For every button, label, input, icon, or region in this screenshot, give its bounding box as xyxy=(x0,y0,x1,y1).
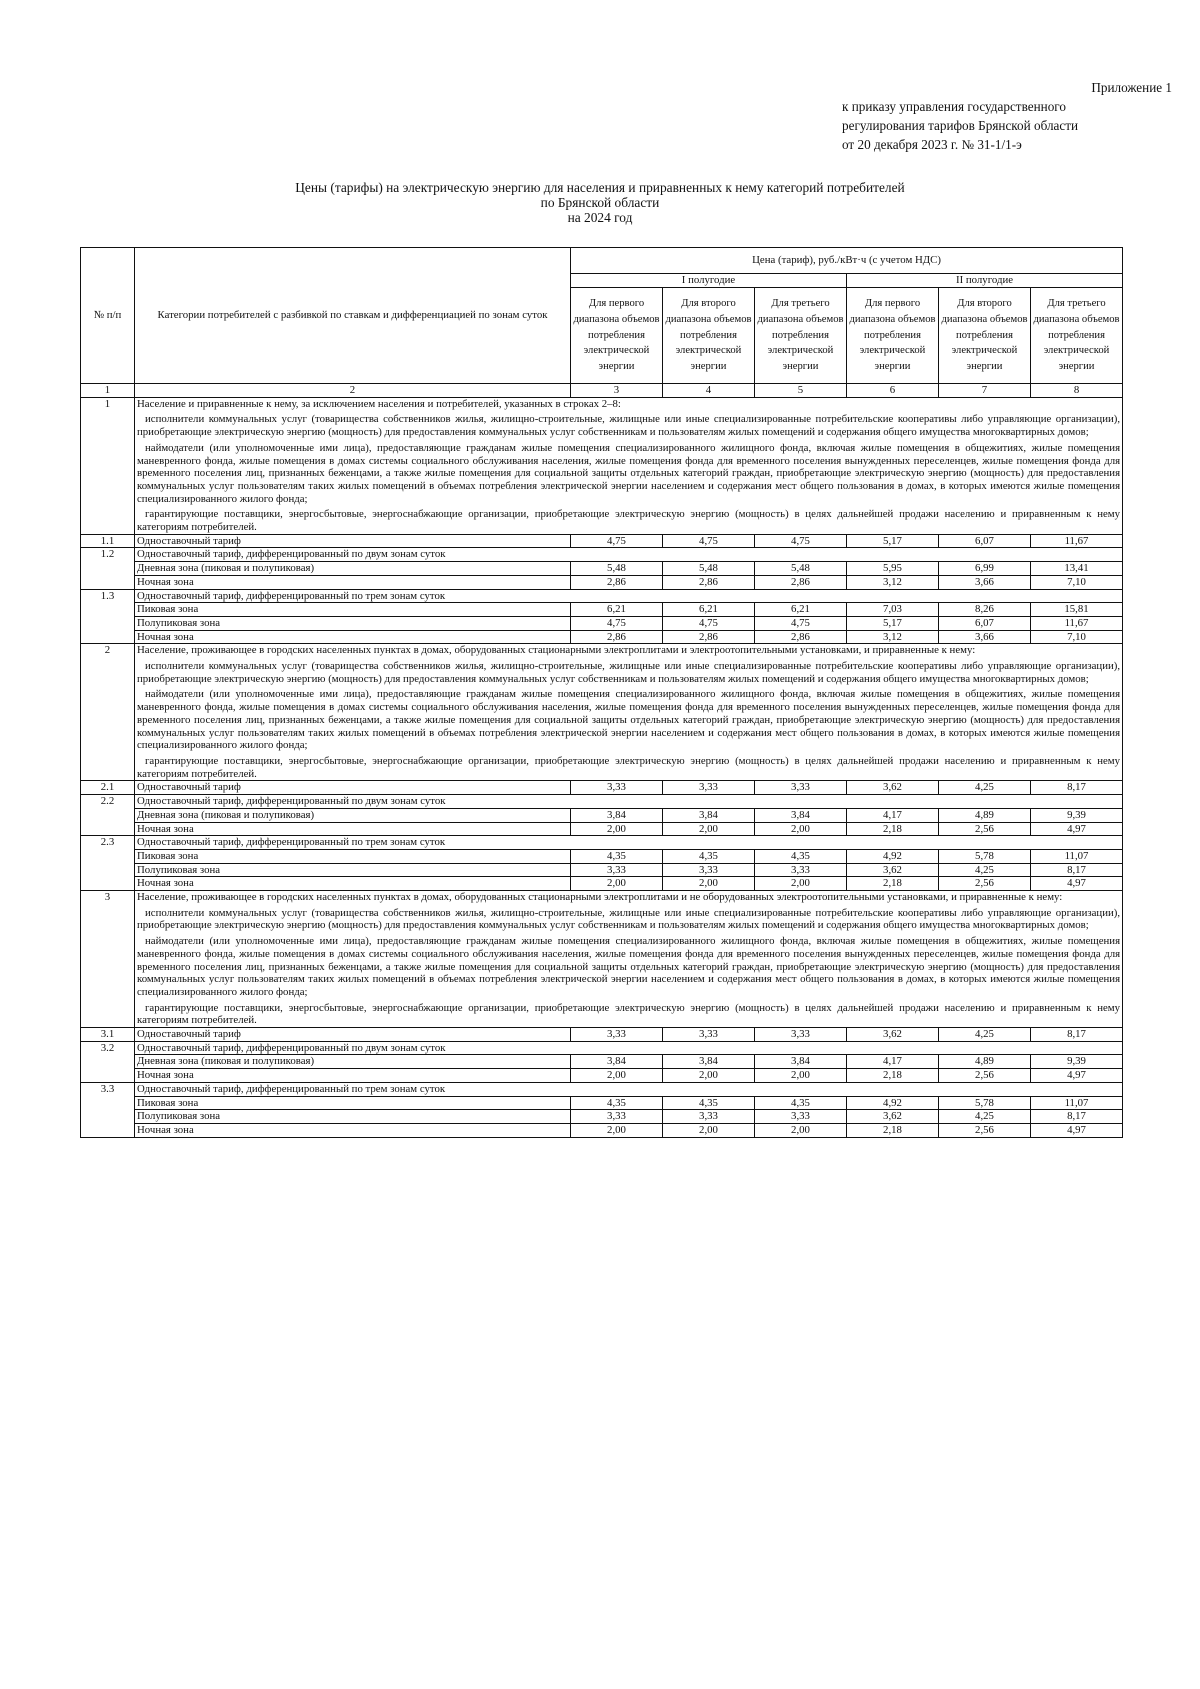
column-number: 4 xyxy=(663,384,755,398)
table-row xyxy=(81,562,1123,576)
item-label: Одноставочный тариф xyxy=(135,1028,571,1042)
tariff-value: 2,86 xyxy=(571,575,663,589)
section-number: 3 xyxy=(81,891,135,1028)
column-number: 7 xyxy=(939,384,1031,398)
tariff-value: 3,33 xyxy=(755,781,847,795)
table-row xyxy=(81,1096,1123,1110)
tariff-value: 4,92 xyxy=(847,849,939,863)
tariff-value: 2,00 xyxy=(755,877,847,891)
tariff-value: 2,00 xyxy=(755,822,847,836)
table-row xyxy=(81,548,1123,562)
tariff-value: 2,56 xyxy=(939,877,1031,891)
tariff-value: 4,35 xyxy=(663,849,755,863)
tariff-value: 7,03 xyxy=(847,603,939,617)
zone-label: Полупиковая зона xyxy=(135,863,571,877)
section-paragraph: Население и приравненные к нему, за исключением населения и потребителей, указанных в строках 2–8: xyxy=(137,397,621,410)
column-number: 3 xyxy=(571,384,663,398)
tariff-value: 2,00 xyxy=(663,822,755,836)
tariff-value: 2,00 xyxy=(571,822,663,836)
tariff-value: 2,86 xyxy=(755,630,847,644)
tariff-value: 3,66 xyxy=(939,575,1031,589)
tariff-value: 8,26 xyxy=(939,603,1031,617)
tariff-value: 5,78 xyxy=(939,1096,1031,1110)
tariff-value: 2,00 xyxy=(755,1123,847,1137)
column-number: 1 xyxy=(81,384,135,398)
tariff-value: 2,18 xyxy=(847,877,939,891)
tariff-value: 2,56 xyxy=(939,1123,1031,1137)
header-range: Для первого диапазона объемов потребления электрической энергии xyxy=(571,288,663,384)
tariff-value: 8,17 xyxy=(1031,863,1123,877)
tariff-value: 3,12 xyxy=(847,575,939,589)
tariff-value: 2,00 xyxy=(663,1123,755,1137)
tariff-value: 3,33 xyxy=(663,1110,755,1124)
table-row xyxy=(81,1041,1123,1055)
table-row xyxy=(81,575,1123,589)
table-row xyxy=(81,1110,1123,1124)
tariff-value: 2,00 xyxy=(571,1123,663,1137)
item-number: 3.2 xyxy=(81,1041,135,1082)
tariff-value: 2,86 xyxy=(755,575,847,589)
item-number: 3.3 xyxy=(81,1082,135,1137)
section-paragraph: исполнители коммунальных услуг (товарищества собственников жилья, жилищно-строительные, жилищные или иные специализированные потребительские кооперативы либо управляющие организации), приобретающие электрическую энергию (мощность) для предоставления коммунальных услуг собственникам и пользователям жилых помещений и содержания общего имущества многоквартирных домов; xyxy=(137,660,1121,685)
tariff-value: 15,81 xyxy=(1031,603,1123,617)
tariff-value: 3,84 xyxy=(571,808,663,822)
header-range: Для второго диапазона объемов потребления электрической энергии xyxy=(939,288,1031,384)
tariff-value: 11,07 xyxy=(1031,849,1123,863)
tariff-value: 3,12 xyxy=(847,630,939,644)
item-label: Одноставочный тариф xyxy=(135,781,571,795)
tariff-value: 4,89 xyxy=(939,808,1031,822)
header-range: Для третьего диапазона объемов потребления электрической энергии xyxy=(1031,288,1123,384)
tariff-value: 3,33 xyxy=(755,1110,847,1124)
tariff-value: 4,17 xyxy=(847,808,939,822)
title-line-3: на 2024 год xyxy=(567,210,633,225)
tariff-value: 3,84 xyxy=(663,808,755,822)
tariff-value: 4,75 xyxy=(755,616,847,630)
header-category: Категории потребителей с разбивкой по ставкам и дифференциацией по зонам суток xyxy=(135,248,571,384)
section-row xyxy=(81,397,1123,534)
item-label: Одноставочный тариф xyxy=(135,534,571,548)
tariff-value: 2,00 xyxy=(663,1069,755,1083)
tariff-value: 2,56 xyxy=(939,822,1031,836)
table-row xyxy=(81,1082,1123,1096)
tariff-value: 4,97 xyxy=(1031,822,1123,836)
item-number: 1.3 xyxy=(81,589,135,644)
item-number: 3.1 xyxy=(81,1028,135,1042)
title-line-1: Цены (тарифы) на электрическую энергию для населения и приравненных к нему категорий потребителей xyxy=(295,180,905,195)
table-row xyxy=(81,603,1123,617)
tariff-value: 5,17 xyxy=(847,616,939,630)
tariff-value: 2,18 xyxy=(847,1069,939,1083)
tariff-value: 9,39 xyxy=(1031,808,1123,822)
annex-date-line: от 20 декабря 2023 г. № 31-1/1-э xyxy=(842,137,1022,152)
table-row xyxy=(81,781,1123,795)
tariff-value: 4,89 xyxy=(939,1055,1031,1069)
zone-label: Дневная зона (пиковая и полупиковая) xyxy=(135,562,571,576)
tariff-value: 4,75 xyxy=(571,534,663,548)
section-paragraph: исполнители коммунальных услуг (товарищества собственников жилья, жилищно-строительные, жилищные или иные специализированные потребительские кооперативы либо управляющие организации), приобретающие электрическую энергию (мощность) для предоставления коммунальных услуг собственникам и пользователям жилых помещений и содержания общего имущества многоквартирных домов; xyxy=(137,906,1121,932)
tariff-value: 3,33 xyxy=(663,1028,755,1042)
tariff-value: 2,00 xyxy=(571,877,663,891)
tariff-value: 3,62 xyxy=(847,1110,939,1124)
zone-label: Пиковая зона xyxy=(135,1096,571,1110)
tariff-value: 2,00 xyxy=(663,877,755,891)
section-description xyxy=(135,397,1123,534)
table-row xyxy=(81,795,1123,809)
zone-label: Ночная зона xyxy=(135,630,571,644)
zone-label: Полупиковая зона xyxy=(135,1110,571,1124)
item-label: Одноставочный тариф, дифференцированный по трем зонам суток xyxy=(135,1082,1123,1096)
tariff-value: 2,18 xyxy=(847,822,939,836)
header-num: № п/п xyxy=(81,248,135,384)
table-row xyxy=(81,808,1123,822)
tariff-value: 3,62 xyxy=(847,781,939,795)
tariff-value: 2,86 xyxy=(663,575,755,589)
table-row xyxy=(81,616,1123,630)
header-range: Для третьего диапазона объемов потребления электрической энергии xyxy=(755,288,847,384)
annex-title: Приложение 1 xyxy=(1091,80,1172,95)
tariff-value: 4,35 xyxy=(663,1096,755,1110)
tariff-value: 2,18 xyxy=(847,1123,939,1137)
tariff-value: 4,35 xyxy=(571,1096,663,1110)
section-row xyxy=(81,644,1123,781)
tariff-value: 4,25 xyxy=(939,781,1031,795)
tariff-value: 2,86 xyxy=(663,630,755,644)
tariff-value: 4,35 xyxy=(571,849,663,863)
zone-label: Ночная зона xyxy=(135,877,571,891)
tariff-value: 9,39 xyxy=(1031,1055,1123,1069)
section-paragraph: наймодатели (или уполномоченные ими лица), предоставляющие гражданам жилые помещения специализированного жилищного фонда, включая жилые помещения в общежитиях, жилые помещения маневренного фонда, жилые помещения в домах системы социального обслуживания населения, жилые помещения фонда для временного поселения вынужденных переселенцев, жилые помещения фонда для временного поселения лиц, признанных беженцами, а также жилые помещения для социальной защиты отдельных категорий граждан, приобретающие электрическую энергию (мощность) для предоставления коммунальных услуг пользователям таких жилых помещений в объемах потребления электрической энергии населением и содержания мест общего пользования в домах, в которых имеются жилые помещения специализированного жилого фонда; xyxy=(137,441,1121,505)
item-label: Одноставочный тариф, дифференцированный по двум зонам суток xyxy=(135,548,1123,562)
tariff-value: 3,33 xyxy=(755,863,847,877)
table-row xyxy=(81,1123,1123,1137)
table-row xyxy=(81,863,1123,877)
tariff-value: 4,75 xyxy=(663,534,755,548)
tariff-value: 4,17 xyxy=(847,1055,939,1069)
tariff-value: 11,67 xyxy=(1031,534,1123,548)
tariff-value: 5,48 xyxy=(755,562,847,576)
tariff-value: 3,33 xyxy=(571,1110,663,1124)
annex-order-line: к приказу управления государственного xyxy=(842,99,1066,114)
section-number: 2 xyxy=(81,644,135,781)
table-row xyxy=(81,1069,1123,1083)
tariff-body xyxy=(81,397,1123,1137)
zone-label: Полупиковая зона xyxy=(135,616,571,630)
zone-label: Пиковая зона xyxy=(135,603,571,617)
table-row xyxy=(81,1028,1123,1042)
tariff-value: 3,33 xyxy=(663,781,755,795)
tariff-value: 3,84 xyxy=(755,808,847,822)
tariff-value: 6,99 xyxy=(939,562,1031,576)
tariff-value: 4,92 xyxy=(847,1096,939,1110)
tariff-value: 5,78 xyxy=(939,849,1031,863)
item-label: Одноставочный тариф, дифференцированный по двум зонам суток xyxy=(135,795,1123,809)
tariff-value: 8,17 xyxy=(1031,1028,1123,1042)
section-row xyxy=(81,891,1123,1028)
section-description xyxy=(135,891,1123,1028)
tariff-value: 4,35 xyxy=(755,1096,847,1110)
tariff-value: 3,33 xyxy=(571,781,663,795)
tariff-value: 3,33 xyxy=(755,1028,847,1042)
zone-label: Дневная зона (пиковая и полупиковая) xyxy=(135,808,571,822)
item-number: 2.3 xyxy=(81,836,135,891)
tariff-value: 4,75 xyxy=(755,534,847,548)
column-number: 2 xyxy=(135,384,571,398)
tariff-value: 4,97 xyxy=(1031,1123,1123,1137)
header-price: Цена (тариф), руб./кВт·ч (с учетом НДС) xyxy=(571,248,1123,274)
tariff-value: 4,97 xyxy=(1031,877,1123,891)
tariff-value: 4,75 xyxy=(663,616,755,630)
tariff-value: 4,35 xyxy=(755,849,847,863)
tariff-value: 4,97 xyxy=(1031,1069,1123,1083)
tariff-value: 4,75 xyxy=(571,616,663,630)
zone-label: Ночная зона xyxy=(135,1069,571,1083)
header-half-2: II полугодие xyxy=(847,274,1123,288)
table-row xyxy=(81,877,1123,891)
tariff-value: 2,56 xyxy=(939,1069,1031,1083)
table-row xyxy=(81,822,1123,836)
table-row xyxy=(81,630,1123,644)
tariff-value: 3,62 xyxy=(847,863,939,877)
tariff-value: 11,67 xyxy=(1031,616,1123,630)
column-number: 5 xyxy=(755,384,847,398)
tariff-value: 4,25 xyxy=(939,863,1031,877)
tariff-value: 3,62 xyxy=(847,1028,939,1042)
tariff-value: 2,00 xyxy=(571,1069,663,1083)
item-number: 2.2 xyxy=(81,795,135,836)
tariff-value: 2,00 xyxy=(755,1069,847,1083)
item-number: 2.1 xyxy=(81,781,135,795)
section-number: 1 xyxy=(81,397,135,534)
tariff-value: 11,07 xyxy=(1031,1096,1123,1110)
item-number: 1.1 xyxy=(81,534,135,548)
tariff-value: 3,84 xyxy=(571,1055,663,1069)
item-label: Одноставочный тариф, дифференцированный по трем зонам суток xyxy=(135,836,1123,850)
tariff-value: 6,21 xyxy=(663,603,755,617)
section-paragraph: гарантирующие поставщики, энергосбытовые, энергоснабжающие организации, приобретающие электрическую энергию (мощность) в целях дальнейшей продажи населению и приравненным к нему категориям потребителей. xyxy=(137,754,1121,780)
document-title xyxy=(80,180,1120,225)
table-row xyxy=(81,1055,1123,1069)
tariff-value: 4,25 xyxy=(939,1110,1031,1124)
tariff-value: 3,33 xyxy=(663,863,755,877)
tariff-value: 6,07 xyxy=(939,534,1031,548)
table-row xyxy=(81,836,1123,850)
tariff-value: 6,21 xyxy=(571,603,663,617)
annex-block xyxy=(842,78,1172,154)
tariff-value: 6,21 xyxy=(755,603,847,617)
tariff-value: 3,84 xyxy=(663,1055,755,1069)
section-paragraph: наймодатели (или уполномоченные ими лица), предоставляющие гражданам жилые помещения специализированного жилищного фонда, включая жилые помещения в общежитиях, жилые помещения маневренного фонда, жилые помещения в домах системы социального обслуживания населения, жилые помещения фонда для временного поселения вынужденных переселенцев, жилые помещения фонда для временного поселения лиц, признанных беженцами, а также жилые помещения для социальной защиты отдельных категорий граждан, приобретающие электрическую энергию (мощность) для предоставления коммунальных услуг пользователям таких жилых помещений в объемах потребления электрической энергии населением и содержания мест общего пользования в домах, в которых имеются жилые помещения специализированного жилого фонда; xyxy=(137,935,1121,998)
tariff-value: 13,41 xyxy=(1031,562,1123,576)
item-label: Одноставочный тариф, дифференцированный по двум зонам суток xyxy=(135,1041,1123,1055)
section-paragraph: гарантирующие поставщики, энергосбытовые, энергоснабжающие организации, приобретающие электрическую энергию (мощность) в целях дальнейшей продажи населению и приравненным к нему категориям потребителей. xyxy=(137,1001,1121,1027)
tariff-value: 4,25 xyxy=(939,1028,1031,1042)
zone-label: Ночная зона xyxy=(135,822,571,836)
tariff-value: 3,84 xyxy=(755,1055,847,1069)
tariff-value: 2,86 xyxy=(571,630,663,644)
section-paragraph: исполнители коммунальных услуг (товарищества собственников жилья, жилищно-строительные, жилищные или иные специализированные потребительские кооперативы либо управляющие организации), приобретающие электрическую энергию (мощность) для предоставления коммунальных услуг собственникам и пользователям жилых помещений и содержания общего имущества многоквартирных домов; xyxy=(137,413,1121,439)
zone-label: Дневная зона (пиковая и полупиковая) xyxy=(135,1055,571,1069)
annex-authority-line: регулирования тарифов Брянской области xyxy=(842,118,1079,133)
tariff-value: 3,33 xyxy=(571,1028,663,1042)
tariff-value: 5,95 xyxy=(847,562,939,576)
item-label: Одноставочный тариф, дифференцированный по трем зонам суток xyxy=(135,589,1123,603)
section-description xyxy=(135,644,1123,781)
item-number: 1.2 xyxy=(81,548,135,589)
header-half-1: I полугодие xyxy=(571,274,847,288)
header-range: Для второго диапазона объемов потребления электрической энергии xyxy=(663,288,755,384)
title-line-2: по Брянской области xyxy=(540,195,660,210)
zone-label: Пиковая зона xyxy=(135,849,571,863)
table-row xyxy=(81,589,1123,603)
section-paragraph: гарантирующие поставщики, энергосбытовые, энергоснабжающие организации, приобретающие электрическую энергию (мощность) в целях дальнейшей продажи населению и приравненным к нему категориям потребителей. xyxy=(137,508,1121,534)
tariff-table xyxy=(80,247,1123,1138)
zone-label: Ночная зона xyxy=(135,1123,571,1137)
table-row xyxy=(81,849,1123,863)
header-range: Для первого диапазона объемов потребления электрической энергии xyxy=(847,288,939,384)
section-paragraph: Население, проживающее в городских населенных пунктах в домах, оборудованных стационарными электроплитами и электроотопительными установками, и приравненные к нему: xyxy=(137,644,976,657)
tariff-value: 3,33 xyxy=(571,863,663,877)
section-paragraph: Население, проживающее в городских населенных пунктах в домах, оборудованных стационарными электроплитами и не оборудованных электроотопительными установками, и приравненные к нему: xyxy=(137,891,1063,904)
tariff-value: 8,17 xyxy=(1031,1110,1123,1124)
column-number: 8 xyxy=(1031,384,1123,398)
tariff-value: 8,17 xyxy=(1031,781,1123,795)
tariff-value: 7,10 xyxy=(1031,575,1123,589)
table-row xyxy=(81,534,1123,548)
tariff-value: 5,48 xyxy=(663,562,755,576)
tariff-value: 5,17 xyxy=(847,534,939,548)
zone-label: Ночная зона xyxy=(135,575,571,589)
section-paragraph: наймодатели (или уполномоченные ими лица), предоставляющие гражданам жилые помещения специализированного жилищного фонда, включая жилые помещения в общежитиях, жилые помещения маневренного фонда, жилые помещения в домах системы социального обслуживания населения, жилые помещения фонда для временного поселения вынужденных переселенцев, жилые помещения фонда для временного поселения лиц, признанных беженцами, а также жилые помещения для социальной защиты отдельных категорий граждан, приобретающие электрическую энергию (мощность) для предоставления коммунальных услуг пользователям таких жилых помещений в объемах потребления электрической энергии населением и содержания мест общего пользования в домах, в которых имеются жилые помещения специализированного жилого фонда; xyxy=(137,688,1121,752)
column-number: 6 xyxy=(847,384,939,398)
tariff-value: 7,10 xyxy=(1031,630,1123,644)
tariff-value: 6,07 xyxy=(939,616,1031,630)
tariff-value: 3,66 xyxy=(939,630,1031,644)
tariff-value: 5,48 xyxy=(571,562,663,576)
